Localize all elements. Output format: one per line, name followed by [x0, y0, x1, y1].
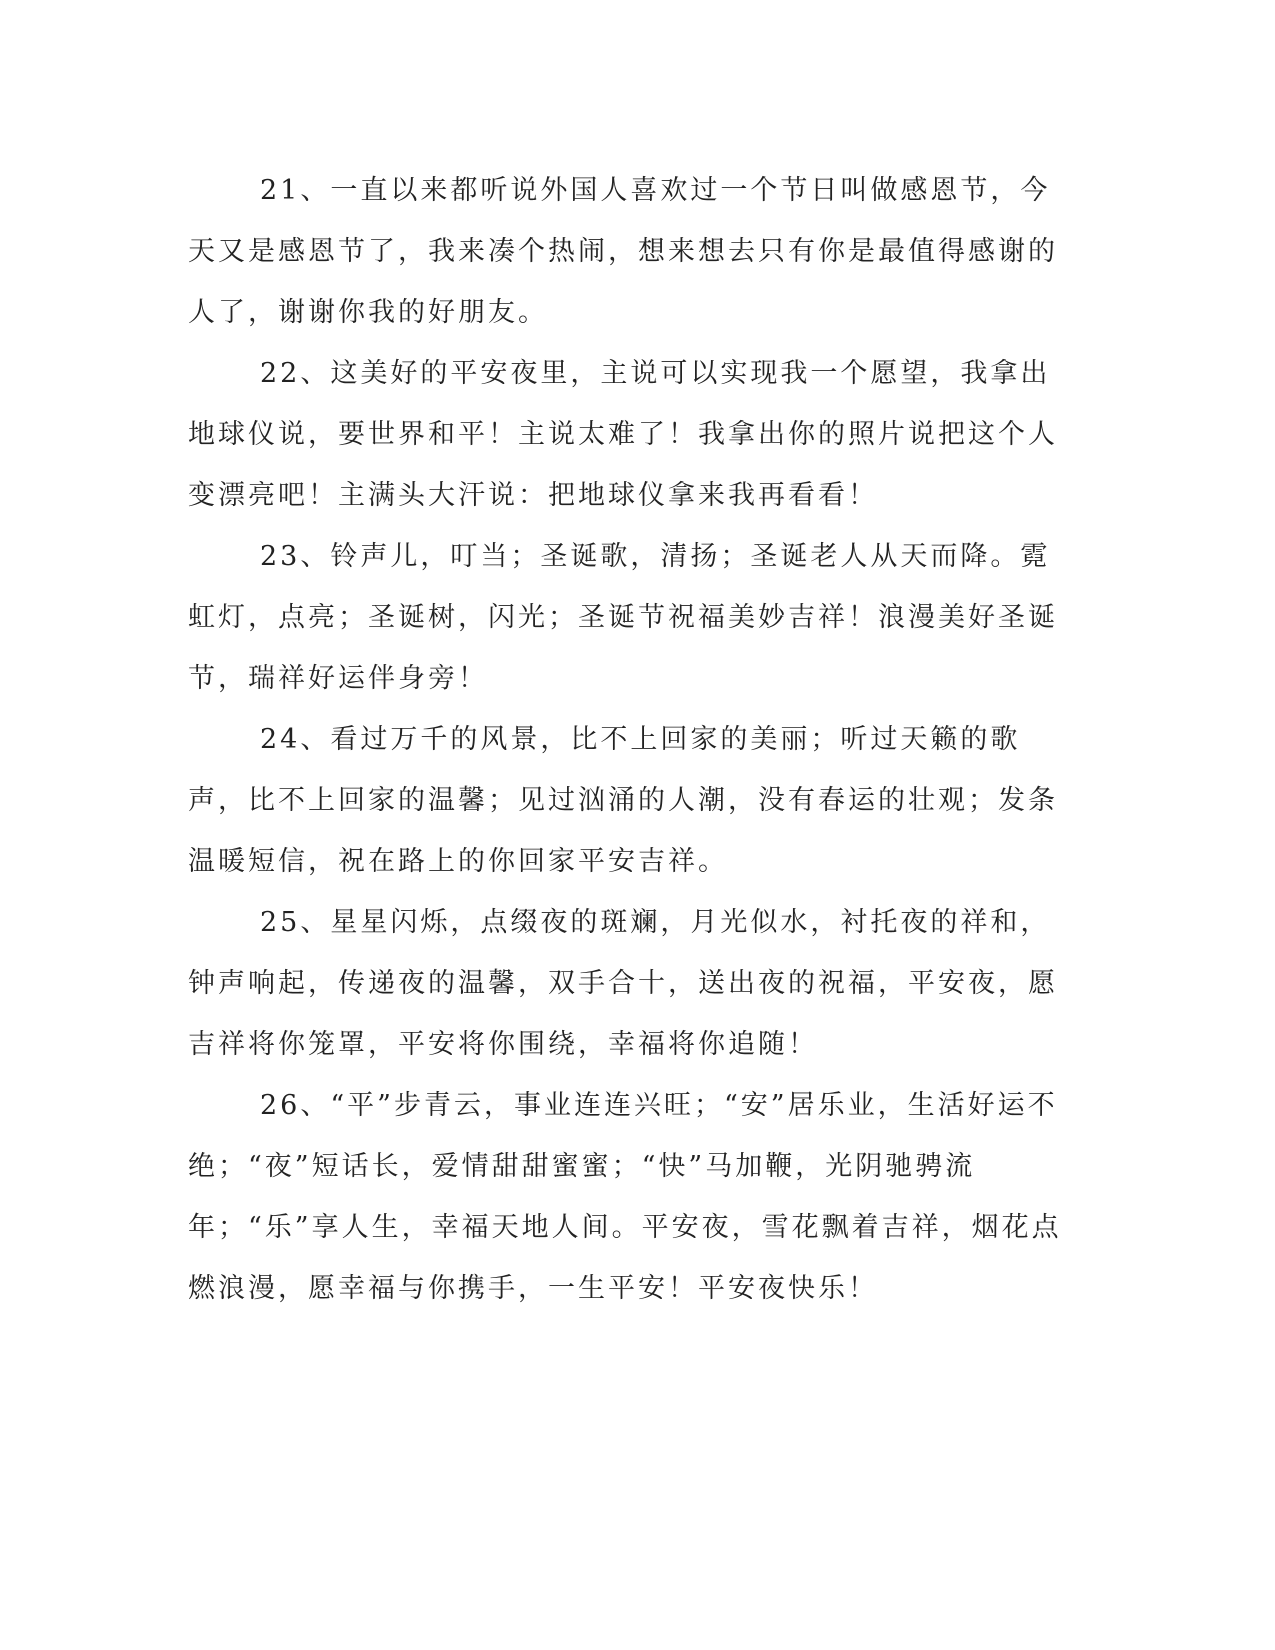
paragraph-24: 24、看过万千的风景，比不上回家的美丽；听过天籁的歌声，比不上回家的温馨；见过汹涌的人潮，没有春运的壮观；发条温暖短信，祝在路上的你回家平安吉祥。 — [188, 724, 1058, 877]
document-body — [188, 160, 1068, 1319]
paragraph-26: 26、“平”步青云，事业连连兴旺；“安”居乐业，生活好运不绝；“夜”短话长，爱情甜甜蜜蜜；“快”马加鞭，光阴驰骋流年；“乐”享人生，幸福天地人间。平安夜，雪花飘着吉祥，烟花点燃浪漫，愿幸福与你携手，一生平安！平安夜快乐！ — [188, 1090, 1062, 1304]
paragraph-21: 21、一直以来都听说外国人喜欢过一个节日叫做感恩节，今天又是感恩节了，我来凑个热闹，想来想去只有你是最值得感谢的人了，谢谢你我的好朋友。 — [188, 175, 1058, 328]
paragraph-23: 23、铃声儿，叮当；圣诞歌，清扬；圣诞老人从天而降。霓虹灯，点亮；圣诞树，闪光；圣诞节祝福美妙吉祥！浪漫美好圣诞节，瑞祥好运伴身旁！ — [188, 541, 1058, 694]
paragraph-25: 25、星星闪烁，点缀夜的斑斓，月光似水，衬托夜的祥和，钟声响起，传递夜的温馨，双手合十，送出夜的祝福，平安夜，愿吉祥将你笼罩，平安将你围绕，幸福将你追随！ — [188, 907, 1058, 1060]
paragraph-22: 22、这美好的平安夜里，主说可以实现我一个愿望，我拿出地球仪说，要世界和平！主说太难了！我拿出你的照片说把这个人变漂亮吧！主满头大汗说：把地球仪拿来我再看看！ — [188, 358, 1058, 511]
